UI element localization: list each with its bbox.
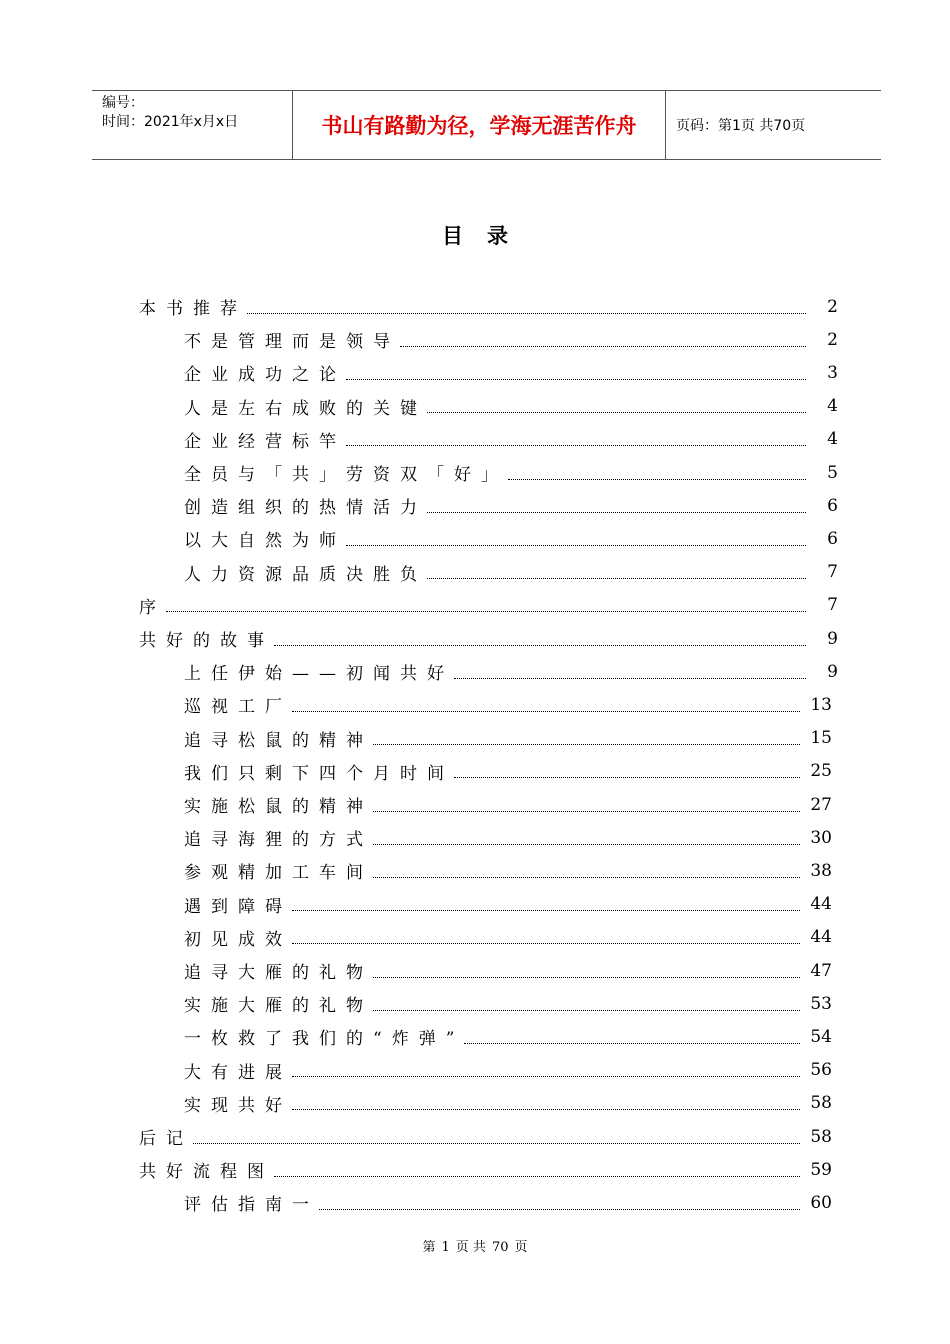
toc-entry-title: 巡视工厂 xyxy=(184,697,292,718)
toc-leader-dots xyxy=(346,444,806,446)
toc-entry-page: 60 xyxy=(810,1192,832,1213)
toc-entry-page: 58 xyxy=(810,1126,832,1147)
toc-entry-title: 初见成效 xyxy=(184,929,292,950)
toc-leader-dots xyxy=(427,511,806,513)
toc-entry[interactable] xyxy=(184,921,832,954)
toc-leader-dots xyxy=(292,909,800,911)
toc-entry-page: 6 xyxy=(827,528,838,549)
toc-entry[interactable] xyxy=(139,589,838,622)
toc-leader-dots xyxy=(427,577,806,579)
toc-leader-dots xyxy=(274,644,806,646)
toc-entry-title: 共好流程图 xyxy=(139,1162,274,1183)
toc-entry-page: 5 xyxy=(827,462,838,483)
toc-entry-page: 44 xyxy=(810,894,832,915)
toc-entry[interactable] xyxy=(184,522,838,555)
toc-leader-dots xyxy=(373,743,800,745)
toc-entry[interactable] xyxy=(184,722,832,755)
toc-leader-dots xyxy=(508,478,806,480)
toc-leader-dots xyxy=(292,942,800,944)
toc-leader-dots xyxy=(166,610,806,612)
toc-entry-title: 人是左右成败的关键 xyxy=(184,398,427,419)
toc-leader-dots xyxy=(454,776,800,778)
toc-entry[interactable] xyxy=(184,688,832,721)
page-title: 目录 xyxy=(442,224,532,248)
toc-entry[interactable] xyxy=(139,1153,832,1186)
toc-entry-page: 15 xyxy=(810,728,832,749)
toc-entry-title: 创造组织的热情活力 xyxy=(184,498,427,519)
toc-entry-page: 2 xyxy=(827,329,838,350)
toc-entry[interactable] xyxy=(184,854,832,887)
footer-suffix: 页 xyxy=(514,1240,528,1255)
toc-leader-dots xyxy=(319,1208,800,1210)
toc-entry[interactable] xyxy=(184,423,838,456)
toc-entry-title: 追寻海狸的方式 xyxy=(184,830,373,851)
toc-entry-page: 38 xyxy=(810,860,832,881)
toc-entry-title: 本书推荐 xyxy=(139,299,247,319)
toc-entry-page: 9 xyxy=(827,661,838,682)
toc-entry-title: 企业成功之论 xyxy=(184,365,346,386)
toc-entry[interactable] xyxy=(184,788,832,821)
toc-leader-dots xyxy=(400,345,806,347)
toc-entry[interactable] xyxy=(139,622,838,655)
toc-entry[interactable] xyxy=(139,290,838,323)
toc-entry-page: 54 xyxy=(810,1026,832,1047)
toc-entry-page: 53 xyxy=(810,993,832,1014)
toc-leader-dots xyxy=(292,710,800,712)
toc-entry-page: 27 xyxy=(810,794,832,815)
toc-entry-page: 3 xyxy=(827,362,838,383)
toc-entry-title: 实施松鼠的精神 xyxy=(184,797,373,817)
toc-entry[interactable] xyxy=(184,821,832,854)
toc-entry-title: 追寻大雁的礼物 xyxy=(184,963,373,983)
toc-entry-page: 7 xyxy=(827,562,838,583)
header-meta-cell xyxy=(92,91,293,159)
toc-leader-dots xyxy=(346,378,806,380)
toc-entry-title: 大有进展 xyxy=(184,1062,292,1083)
toc-leader-dots xyxy=(373,976,800,978)
toc-leader-dots xyxy=(373,1009,800,1011)
header-page-info: 页码：第1页 共70页 xyxy=(676,118,806,134)
toc-entry[interactable] xyxy=(184,1020,832,1053)
toc-entry[interactable] xyxy=(184,1054,832,1087)
footer-current-page: 1 xyxy=(441,1240,450,1255)
toc-entry-title: 以大自然为师 xyxy=(184,531,346,552)
toc-entry-page: 58 xyxy=(810,1093,832,1114)
toc-entry[interactable] xyxy=(184,356,838,389)
toc-leader-dots xyxy=(427,411,806,413)
toc-entry-page: 13 xyxy=(810,694,832,715)
document-header xyxy=(92,90,881,160)
toc-entry-page: 9 xyxy=(827,628,838,649)
toc-entry[interactable] xyxy=(184,888,832,921)
footer-middle: 页 共 xyxy=(455,1240,486,1255)
toc-entry-title: 人力资源品质决胜负 xyxy=(184,564,427,585)
toc-entry-title: 企业经营标竿 xyxy=(184,431,346,452)
toc-entry-title: 追寻松鼠的精神 xyxy=(184,730,373,751)
toc-entry-page: 2 xyxy=(827,296,838,317)
toc-entry-title: 上任伊始——初闻共好 xyxy=(184,664,454,685)
toc-entry[interactable] xyxy=(184,987,832,1020)
toc-entry[interactable] xyxy=(184,390,838,423)
toc-entry-title: 一枚救了我们的“炸弹” xyxy=(184,1029,465,1050)
toc-entry[interactable] xyxy=(184,954,832,987)
header-time-label: 时间：2021年x月x日 xyxy=(102,114,239,130)
toc-entry-page: 44 xyxy=(810,927,832,948)
toc-entry-title: 我们只剩下四个月时间 xyxy=(184,763,454,784)
toc-entry-title: 实施大雁的礼物 xyxy=(184,996,373,1017)
toc-leader-dots xyxy=(454,677,806,679)
header-motto-cell xyxy=(293,91,666,159)
toc-entry-title: 不是管理而是领导 xyxy=(184,332,400,353)
toc-entry[interactable] xyxy=(184,323,838,356)
toc-entry-title: 后记 xyxy=(139,1129,193,1149)
toc-entry-title: 序 xyxy=(139,597,166,618)
toc-entry[interactable] xyxy=(184,456,838,489)
toc-entry-page: 59 xyxy=(810,1159,832,1180)
toc-leader-dots xyxy=(292,1108,800,1110)
toc-entry-title: 实现共好 xyxy=(184,1095,292,1116)
toc-entry[interactable] xyxy=(184,1087,832,1120)
toc-entry-title: 全员与「共」劳资双「好」 xyxy=(184,465,508,485)
toc-entry-page: 6 xyxy=(827,495,838,516)
footer-total-pages: 70 xyxy=(491,1240,509,1255)
toc-entry-page: 25 xyxy=(810,761,832,782)
toc-entry[interactable] xyxy=(184,489,838,522)
toc-leader-dots xyxy=(247,312,806,314)
toc-entry-title: 共好的故事 xyxy=(139,631,274,651)
header-page-cell xyxy=(666,91,881,159)
toc-entry-page: 7 xyxy=(827,595,838,616)
toc-leader-dots xyxy=(373,810,800,812)
header-motto: 书山有路勤为径，学海无涯苦作舟 xyxy=(321,114,637,138)
page-footer xyxy=(0,1236,950,1255)
toc-leader-dots xyxy=(464,1042,800,1044)
toc-entry-title: 参观精加工车间 xyxy=(184,863,373,884)
toc-entry[interactable] xyxy=(184,755,832,788)
toc-entry[interactable] xyxy=(184,1186,832,1219)
toc-entry[interactable] xyxy=(139,1120,832,1153)
toc-entry-title: 评估指南一 xyxy=(184,1195,319,1216)
toc-entry-page: 4 xyxy=(827,429,838,450)
toc-entry[interactable] xyxy=(184,556,838,589)
toc-entry-page: 47 xyxy=(810,960,832,981)
toc-leader-dots xyxy=(373,876,800,878)
toc-leader-dots xyxy=(274,1175,800,1177)
toc-leader-dots xyxy=(193,1142,800,1144)
toc-leader-dots xyxy=(292,1075,800,1077)
toc-entry-page: 56 xyxy=(810,1060,832,1081)
toc-entry-page: 4 xyxy=(827,396,838,417)
footer-prefix: 第 xyxy=(422,1240,436,1255)
toc-leader-dots xyxy=(346,544,806,546)
toc-entry-title: 遇到障碍 xyxy=(184,896,292,917)
header-number-label: 编号： xyxy=(102,95,144,111)
toc-entry-page: 30 xyxy=(810,827,832,848)
toc-entry[interactable] xyxy=(184,655,838,688)
toc-leader-dots xyxy=(373,843,800,845)
